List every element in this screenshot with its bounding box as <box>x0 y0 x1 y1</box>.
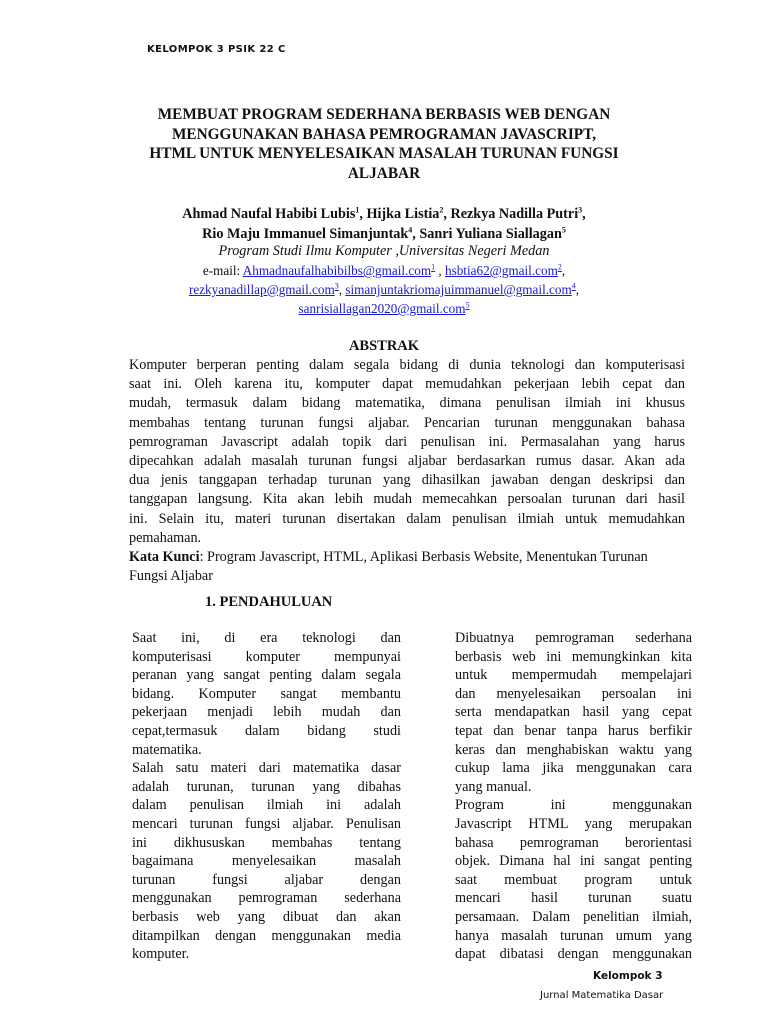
body-line: adalah turunan, turunan yang dibahas <box>132 778 401 795</box>
author-affil-mark: 3 <box>578 205 583 215</box>
email-affil-mark: 5 <box>465 300 470 310</box>
abstract-line: dua jenis tanggapan terhadap turunan yang dihasilkan jawaban dengan deskripsi dan <box>129 472 685 489</box>
title-line: HTML UNTUK MENYELESAIKAN MASALAH TURUNAN FUNGSI <box>149 145 619 162</box>
body-line: bahasa pemrograman berorientasi <box>455 834 692 851</box>
body-line: komputer. <box>132 946 190 963</box>
keywords <box>129 548 685 586</box>
body-line: ini dikhususkan membahas tentang <box>132 834 401 851</box>
email-link[interactable]: Ahmadnaufalhabibilbs@gmail.com <box>242 263 432 278</box>
affiliation: Program Studi Ilmu Komputer ,Universitas Negeri Medan <box>218 243 550 259</box>
author-name: Ahmad Naufal Habibi Lubis <box>182 206 356 222</box>
body-line: bidang. Komputer sangat membantu <box>132 685 401 702</box>
body-line: yang manual. <box>455 778 532 795</box>
body-line: hanya masalah turunan umum yang <box>455 927 692 944</box>
body-line: Javascript HTML yang merupakan <box>455 815 692 832</box>
abstract-line: mudah, termasuk dalam bidang matematika, dimana penulisan ilmiah ini khusus <box>129 395 685 412</box>
abstract-line: ini. Selain itu, materi turunan disertakan dalam penulisan ilmiah untuk memudahkan <box>129 510 685 527</box>
body-line: objek. Dimana hal ini sangat penting <box>455 853 692 870</box>
email-affil-mark: 1 <box>431 262 436 272</box>
email-link[interactable]: simanjuntakriomajuimmanuel@gmail.com <box>345 282 572 297</box>
body-line: mencari turunan fungsi aljabar. Penulisan <box>132 815 401 832</box>
abstract-line: dipecahkan adalah masalah turunan fungsi aljabar berdasarkan rumus dasar. Akan ada <box>129 452 685 469</box>
email-affil-mark: 2 <box>557 262 562 272</box>
email-link[interactable]: hsbtia62@gmail.com <box>444 263 558 278</box>
body-line: Saat ini, di era teknologi dan <box>132 630 401 646</box>
author-affil-mark: 1 <box>355 205 360 215</box>
footer-group: Kelompok 3 <box>593 970 663 982</box>
body-line: pekerjaan menjadi lebih mudah dan <box>132 704 401 721</box>
title-line: ALJABAR <box>347 164 421 182</box>
body-line: Program ini menggunakan <box>455 797 692 814</box>
body-line: untuk mempermudah mempelajari <box>455 667 692 684</box>
paper-title <box>120 105 648 183</box>
abstract-line: Komputer berperan penting dalam segala bidang di dunia teknologi dan komputerisasi <box>129 357 685 373</box>
abstract-line: saat ini. Oleh karena itu, komputer dapat memudahkan pekerjaan lebih cepat dan <box>129 376 685 393</box>
author-name: Rezkya Nadilla Putri <box>450 206 579 222</box>
author-affil-mark: 4 <box>408 224 413 234</box>
author-name: Sanri Yuliana Siallagan <box>419 225 562 242</box>
body-line: keras dan menghabiskan waktu yang <box>455 741 692 758</box>
body-line: saat membuat program untuk <box>455 871 692 888</box>
body-line: serta mendapatkan hasil yang cepat <box>455 704 692 721</box>
email-link[interactable]: rezkyanadillap@gmail.com <box>188 282 335 297</box>
body-line: dapat dibatasi dengan menggunakan <box>455 946 692 963</box>
abstract-line: membahas tentang turunan fungsi aljabar. Pencarian turunan menggunakan bahasa <box>129 414 685 431</box>
author-name: Rio Maju Immanuel Simanjuntak <box>202 225 409 242</box>
abstract-line: pemrograman Javascript adalah topik dari penulisan ini. Permasalahan yang harus <box>129 433 685 450</box>
body-line: turunan fungsi aljabar dengan <box>132 871 401 888</box>
author-list: Ahmad Naufal Habibi Lubis$^1$, Hijka Listia$^2$, Rezkya Nadilla Putri$^3$, Rio Maju Immanuel Simanjuntak$^4$, Sanri Yuliana Siallagan$^5$ <box>182 205 586 242</box>
body-line: dalam penulisan ilmiah ini adalah <box>132 797 401 814</box>
section-heading: 1. PENDAHULUAN <box>205 594 333 610</box>
body-line: cukup lama jika menggunakan cara <box>455 760 692 777</box>
body-line: mencari hasil turunan suatu <box>455 890 692 907</box>
author-affil-mark: 5 <box>561 224 566 234</box>
keywords-label: Kata Kunci <box>129 548 200 565</box>
body-line: matematika. <box>132 741 202 758</box>
abstract-line: pemahaman. <box>129 529 202 546</box>
body-line: Dibuatnya pemrograman sederhana <box>455 630 692 646</box>
email-list: e-mail: Ahmadnaufalhabibilbs@gmail.com$^1$ , hsbtia62@gmail.com$^2$, rezkyanadillap@gmail.com$^3$, simanjuntakriomajuimmanuel@gmail.com$^4$, sanrisiallagan2020@gmail.com$^5$ <box>188 262 580 316</box>
email-affil-mark: 4 <box>571 281 576 291</box>
body-line: ditampilkan dengan menggunakan media <box>132 927 401 944</box>
body-line: persamaan. Dalam penelitian ilmiah, <box>455 908 692 925</box>
header-group-label: KELOMPOK 3 PSIK 22 C <box>147 44 286 55</box>
body-line: tepat dan benar tanpa harus berfikir <box>455 722 692 739</box>
email-label: e-mail: <box>202 263 241 278</box>
body-line: dan menyelesaikan persoalan ini <box>455 685 692 702</box>
title-line: MENGGUNAKAN BAHASA PEMROGRAMAN JAVASCRIPT, <box>171 125 597 143</box>
body-line: menggunakan pemrograman sederhana <box>132 890 401 907</box>
keywords-text: : Program Javascript, HTML, Aplikasi Berbasis Website, Menentukan Turunan Fungsi Aljabar <box>129 548 648 585</box>
body-line: peranan yang sangat penting dalam segala <box>132 667 401 684</box>
email-link[interactable]: sanrisiallagan2020@gmail.com <box>298 301 466 316</box>
email-affil-mark: 3 <box>334 281 339 291</box>
footer-journal: Jurnal Matematika Dasar <box>540 990 664 1001</box>
body-line: komputerisasi komputer mempunyai <box>132 648 401 665</box>
author-name: Hijka Listia <box>366 206 440 222</box>
right-column <box>455 629 692 964</box>
abstract-heading: ABSTRAK <box>348 338 420 354</box>
body-line: berbasis web ini memungkinkan kita <box>455 648 692 665</box>
abstract-line: tanggapan langsung. Kita akan lebih mudah memecahkan persoalan turunan dari hasil <box>129 491 685 508</box>
title-line: MEMBUAT PROGRAM SEDERHANA BERBASIS WEB DENGAN <box>157 106 611 123</box>
body-line: bagaimana menyelesaikan masalah <box>132 853 401 870</box>
abstract-body <box>129 356 685 586</box>
body-line: cepat,termasuk dalam bidang studi <box>132 722 401 739</box>
author-affil-mark: 2 <box>439 205 444 215</box>
body-line: berbasis web yang dibuat dan akan <box>132 908 401 925</box>
body-line: Salah satu materi dari matematika dasar <box>132 760 401 777</box>
left-column <box>132 629 401 964</box>
